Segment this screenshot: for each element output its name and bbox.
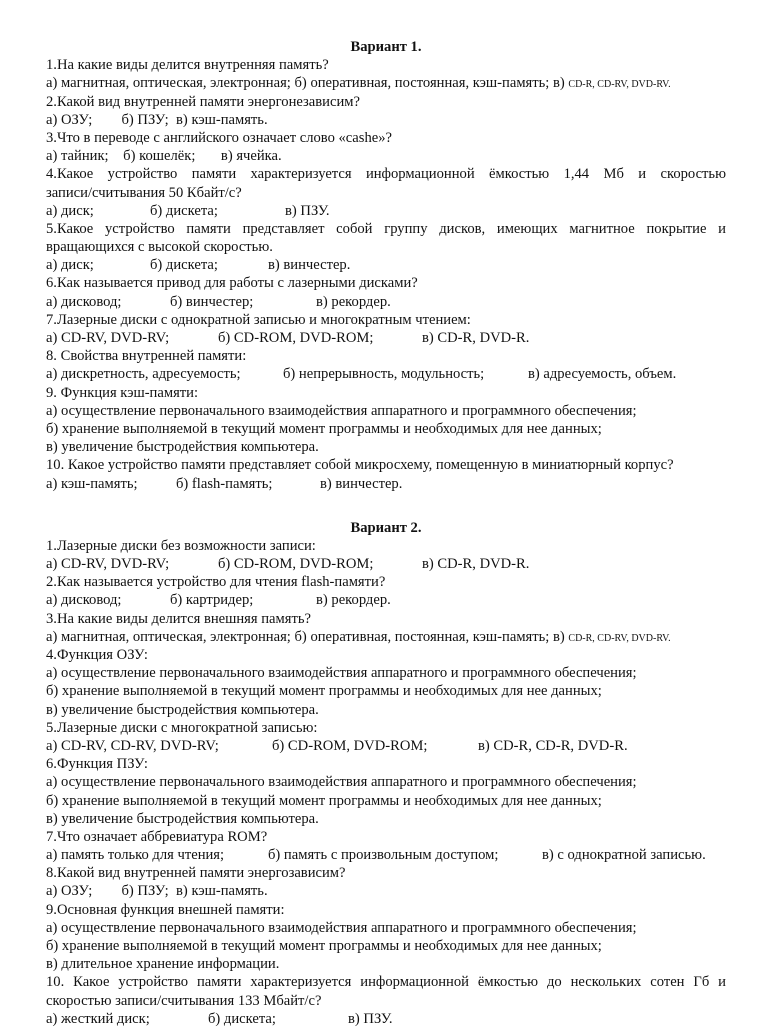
- answer-options: [46, 256, 726, 274]
- answer-option-c: в) рекордер.: [316, 293, 391, 310]
- answer-option-b: б) CD-ROM, DVD-ROM;: [218, 556, 374, 573]
- answer-option-b: б) хранение выполняемой в текущий момент программы и необходимых для нее данных;: [46, 792, 602, 809]
- question-text: 8. Свойства внутренней памяти:: [46, 348, 247, 365]
- answer-option-a: а) диск;: [46, 202, 94, 219]
- answer-option-b: б) CD-ROM, DVD-ROM;: [272, 737, 428, 754]
- question-text-cont: скоростью записи/считывания 133 Мбайт/с?: [46, 992, 322, 1009]
- answer-option-b: б) память с произвольным доступом;: [268, 847, 499, 864]
- question-text-cont: вращающихся с высокой скоростью.: [46, 239, 273, 256]
- question-text: 1.Лазерные диски без возможности записи:: [46, 537, 316, 554]
- answer-options: а) ОЗУ; б) ПЗУ; в) кэш-память.: [46, 111, 268, 128]
- answer-option-a: а) дискретность, адресуемость;: [46, 366, 241, 383]
- answer-option-c: в) увеличение быстродействия компьютера.: [46, 439, 319, 456]
- question-text: 3.Что в переводе с английского означает слово «cashe»?: [46, 129, 392, 146]
- question-text: 9.Основная функция внешней памяти:: [46, 901, 285, 918]
- answer-option-a: а) диск;: [46, 257, 94, 274]
- question-text: 2.Как называется устройство для чтения flash-памяти?: [46, 574, 386, 591]
- answer-option-a: а) CD-RV, CD-RV, DVD-RV;: [46, 737, 219, 754]
- answer-option-b: б) картридер;: [170, 592, 254, 609]
- answer-option-c: в) CD-R, DVD-R.: [422, 556, 530, 573]
- answer-option-c: в) длительное хранение информации.: [46, 956, 280, 973]
- answer-option-a: а) осуществление первоначального взаимодействия аппаратного и программного обеспечения;: [46, 402, 637, 419]
- answer-option-b: б) винчестер;: [170, 293, 254, 310]
- answer-options-text: а) магнитная, оптическая, электронная; б) оперативная, постоянная, кэш-память; в): [46, 628, 565, 645]
- answer-options: [46, 74, 726, 92]
- answer-option-a: а) жесткий диск;: [46, 1010, 150, 1027]
- answer-options: [46, 329, 726, 347]
- question-text: 4.Функция ОЗУ:: [46, 647, 148, 663]
- answer-options: [46, 591, 726, 609]
- answer-option-c: в) увеличение быстродействия компьютера.: [46, 701, 319, 718]
- answer-option-c: в) винчестер.: [320, 475, 403, 492]
- answer-options: а) тайник; б) кошелёк; в) ячейка.: [46, 148, 282, 165]
- answer-option-a: а) кэш-память;: [46, 475, 138, 492]
- question-text: 10. Какое устройство памяти характеризуется информационной ёмкостью до нескольких сотен Гб и: [46, 974, 726, 991]
- variant-1-title: Вариант 1.: [350, 39, 422, 55]
- question-text: 3.На какие виды делится внешняя память?: [46, 610, 311, 627]
- answer-options-text: а) магнитная, оптическая, электронная; б) оперативная, постоянная, кэш-память; в): [46, 75, 565, 92]
- variant-2-title: Вариант 2.: [350, 519, 422, 536]
- question-text: 2.Какой вид внутренней памяти энергонезависим?: [46, 93, 360, 110]
- answer-option-c: в) ПЗУ.: [348, 1010, 393, 1027]
- answer-option-b: б) flash-память;: [176, 475, 273, 492]
- answer-options: [46, 293, 726, 311]
- question-text: 6.Функция ПЗУ:: [46, 756, 148, 773]
- answer-options: [46, 365, 726, 383]
- answer-option-c: в) рекордер.: [316, 592, 391, 609]
- answer-option-b: б) непрерывность, модульность;: [283, 366, 485, 383]
- question-text: 5.Какое устройство памяти представляет собой группу дисков, имеющих магнитное покрытие и: [46, 220, 726, 237]
- answer-option-b: б) дискета;: [150, 257, 218, 274]
- answer-option-b: б) дискета;: [208, 1010, 276, 1027]
- answer-option-a: а) память только для чтения;: [46, 847, 225, 864]
- question-text: 6.Как называется привод для работы с лазерными дисками?: [46, 275, 418, 292]
- answer-option-small: CD-R, CD-RV, DVD-RV.: [568, 632, 671, 644]
- answer-option-c: в) с однократной записью.: [542, 847, 706, 864]
- answer-option-a: а) дисковод;: [46, 293, 122, 310]
- question-text: 8.Какой вид внутренней памяти энергозависим?: [46, 865, 346, 882]
- answer-option-a: а) CD-RV, DVD-RV;: [46, 330, 170, 346]
- answer-option-a: а) дисковод;: [46, 592, 122, 609]
- answer-option-c: в) увеличение быстродействия компьютера.: [46, 810, 319, 827]
- answer-option-a: а) осуществление первоначального взаимодействия аппаратного и программного обеспечения;: [46, 919, 637, 936]
- answer-options: [46, 737, 726, 755]
- question-text: 4.Какое устройство памяти характеризуется информационной ёмкостью 1,44 Мб и скоростью: [46, 166, 726, 183]
- answer-option-c: в) адресуемость, объем.: [528, 366, 677, 383]
- answer-option-b: б) дискета;: [150, 202, 218, 219]
- answer-option-c: в) CD-R, CD-R, DVD-R.: [478, 737, 628, 754]
- answer-option-c: в) ПЗУ.: [285, 202, 330, 219]
- question-text-cont: записи/считывания 50 Кбайт/с?: [46, 184, 242, 201]
- answer-option-c: в) винчестер.: [268, 257, 351, 274]
- answer-options: [46, 202, 726, 220]
- answer-option-a: а) CD-RV, DVD-RV;: [46, 556, 170, 573]
- answer-option-b: б) хранение выполняемой в текущий момент программы и необходимых для нее данных;: [46, 683, 602, 700]
- question-text: 9. Функция кэш-памяти:: [46, 384, 199, 401]
- answer-options: [46, 846, 726, 864]
- answer-option-b: б) хранение выполняемой в текущий момент программы и необходимых для нее данных;: [46, 938, 602, 954]
- question-text: 1.На какие виды делится внутренняя память?: [46, 57, 329, 74]
- answer-option-small: CD-R, CD-RV, DVD-RV.: [568, 79, 671, 91]
- question-text: 7.Что означает аббревиатура ROM?: [46, 828, 268, 845]
- answer-option-b: б) хранение выполняемой в текущий момент программы и необходимых для нее данных;: [46, 420, 602, 437]
- question-text: 7.Лазерные диски с однократной записью и многократным чтением:: [46, 311, 471, 328]
- document-page: [46, 38, 726, 1028]
- answer-options: а) ОЗУ; б) ПЗУ; в) кэш-память.: [46, 883, 268, 900]
- answer-option-a: а) осуществление первоначального взаимодействия аппаратного и программного обеспечения;: [46, 665, 637, 682]
- answer-options: [46, 628, 726, 646]
- answer-options: [46, 555, 726, 573]
- question-text: 5.Лазерные диски с многократной записью:: [46, 719, 318, 736]
- answer-options: [46, 1010, 726, 1028]
- answer-option-c: в) CD-R, DVD-R.: [422, 330, 530, 346]
- answer-options: [46, 475, 726, 493]
- question-text: 10. Какое устройство памяти представляет собой микросхему, помещенную в миниатюрный корпус?: [46, 457, 674, 474]
- answer-option-b: б) CD-ROM, DVD-ROM;: [218, 330, 374, 346]
- answer-option-a: а) осуществление первоначального взаимодействия аппаратного и программного обеспечения;: [46, 774, 637, 791]
